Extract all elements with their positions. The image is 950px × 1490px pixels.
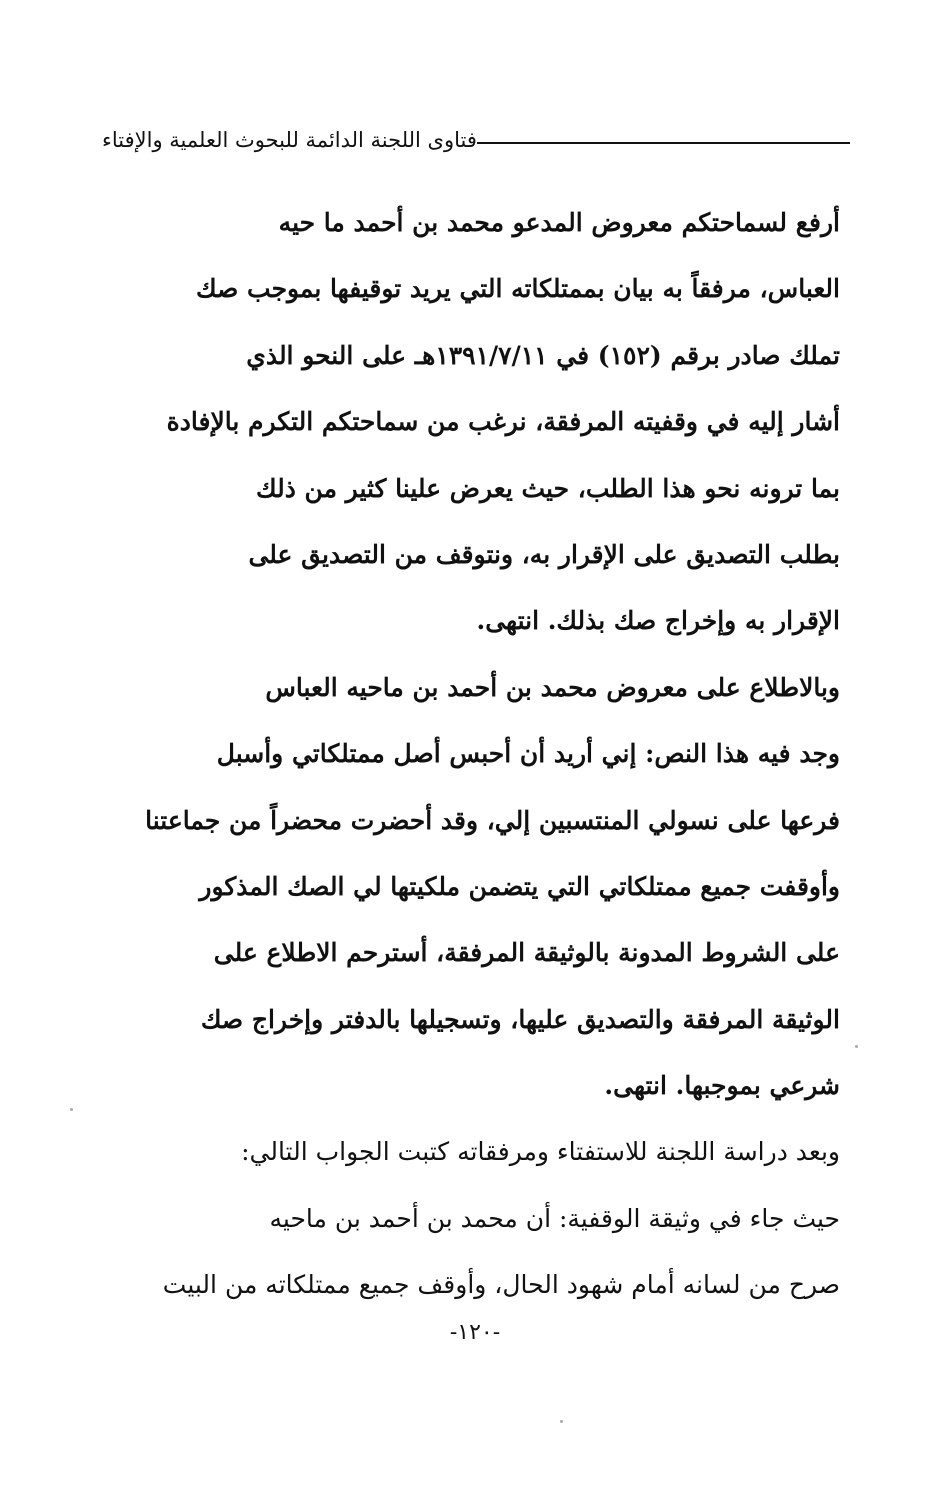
text-line: الوثيقة المرفقة والتصديق عليها، وتسجيلها بالدفتر وإخراج صك xyxy=(200,1004,840,1034)
page-number: -١٢٠- xyxy=(449,1320,501,1345)
paragraph-2 xyxy=(100,655,840,1120)
text-line: وبالاطلاع على معروض محمد بن أحمد بن ماحيه العباس xyxy=(265,672,840,702)
scan-speck xyxy=(560,1420,563,1423)
text-line: على الشروط المدونة بالوثيقة المرفقة، أسترحم الاطلاع على xyxy=(213,938,840,968)
text-line: شرعي بموجبها. انتهى. xyxy=(604,1071,840,1101)
header-rule xyxy=(477,142,850,144)
text-line: العباس، مرفقاً به بيان بممتلكاته التي يريد توقيفها بموجب صك xyxy=(196,274,840,304)
text-line: حيث جاء في وثيقة الوقفية: أن محمد بن أحمد بن ماحيه xyxy=(269,1203,840,1233)
text-line: صرح من لسانه أمام شهود الحال، وأوقف جميع ممتلكاته من البيت xyxy=(162,1270,840,1300)
text-line: الإقرار به وإخراج صك بذلك. انتهى. xyxy=(476,606,840,636)
body-text xyxy=(100,190,840,1319)
text-line: بما ترونه نحو هذا الطلب، حيث يعرض علينا كثير من ذلك xyxy=(256,473,840,503)
text-line: وجد فيه هذا النص: إني أريد أن أحبس أصل ممتلكاتي وأسبل xyxy=(216,739,840,769)
running-header xyxy=(90,120,850,160)
header-title: فتاوى اللجنة الدائمة للبحوث العلمية والإفتاء xyxy=(102,128,477,152)
text-line: أشار إليه في وقفيته المرفقة، نرغب من سماحتكم التكرم بالإفادة xyxy=(166,407,840,437)
scan-speck xyxy=(855,1045,858,1048)
paragraph-3 xyxy=(100,1119,840,1318)
text-line: بطلب التصديق على الإقرار به، ونتوقف من التصديق على xyxy=(248,539,840,569)
text-line: وأوقفت جميع ممتلكاتي التي يتضمن ملكيتها لي الصك المذكور xyxy=(199,871,840,901)
text-line: أرفع لسماحتكم معروض المدعو محمد بن أحمد ما حيه xyxy=(278,208,840,237)
text-line: فرعها على نسولي المنتسبين إلي، وقد أحضرت محضراً من جماعتنا xyxy=(145,805,840,835)
paragraph-1 xyxy=(100,190,840,655)
text-line: وبعد دراسة اللجنة للاستفتاء ومرفقاته كتبت الجواب التالي: xyxy=(241,1137,840,1167)
text-line: تملك صادر برقم (١٥٢) في ١٣٩١/٧/١١هـ على النحو الذي xyxy=(246,340,840,370)
scan-speck xyxy=(70,1108,73,1111)
